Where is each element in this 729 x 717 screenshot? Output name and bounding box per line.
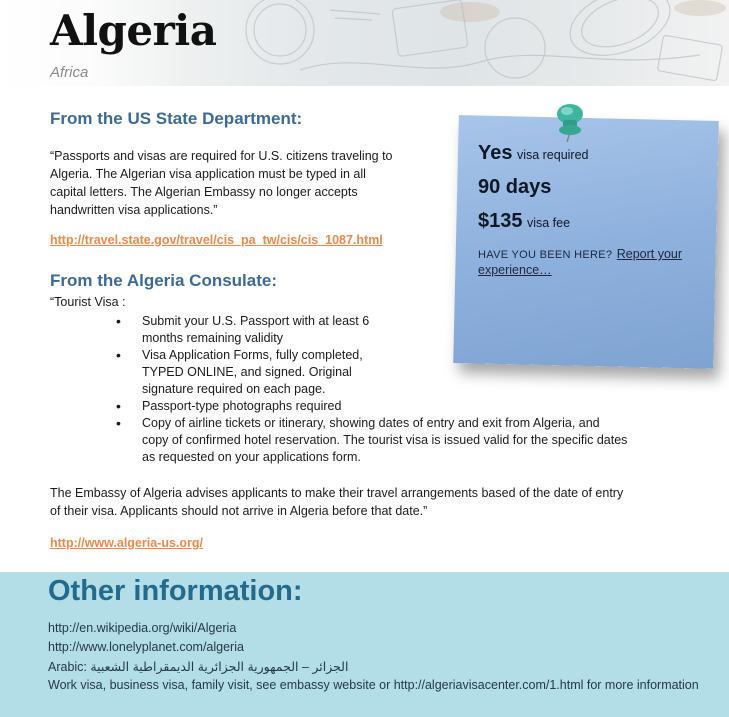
consulate-heading: From the Algeria Consulate: <box>50 271 278 290</box>
report-row <box>478 245 682 263</box>
visa-fee-row <box>478 210 570 233</box>
embassy-advice <box>50 484 710 520</box>
lonelyplanet-link[interactable]: http://www.lonelyplanet.com/algeria <box>48 640 244 654</box>
state-department-heading: From the US State Department: <box>50 109 303 128</box>
advice-line: of their visa. Applicants should not arrive in Algeria before that date.” <box>50 504 428 518</box>
arabic-name: Arabic: الجزائر – الجمهورية الجزائرية الديمقراطية الشعبية <box>48 660 349 674</box>
list-item-line: • Copy of airline tickets or itinerary, showing dates of entry and exit from Algeria, and <box>142 416 600 430</box>
list-item-line: as requested on your applications form. <box>142 450 361 464</box>
report-experience-link-cont[interactable]: experience… <box>478 263 552 277</box>
visa-status: Yes <box>478 142 513 164</box>
list-item-line: • Visa Application Forms, fully completed, <box>142 348 363 362</box>
quote-line: capital letters. The Algerian Embassy no longer accepts <box>50 185 358 199</box>
quote-line: Algeria. The Algerian visa application must be typed in all <box>50 167 366 181</box>
visa-fee-label: visa fee <box>526 216 571 230</box>
quote-line: “Passports and visas are required for U.S. citizens traveling to <box>50 149 393 163</box>
tourist-visa-intro: “Tourist Visa : <box>50 295 126 309</box>
report-experience-link[interactable]: Report your <box>616 247 683 261</box>
state-department-quote <box>50 147 430 219</box>
list-item <box>116 398 676 415</box>
page-title: Algeria <box>50 6 217 55</box>
visa-types-info: Work visa, business visa, family visit, see embassy website or http://algeriavisacenter.com/1.html for more information <box>48 678 699 692</box>
push-pin-icon <box>548 100 592 144</box>
visa-required-row <box>478 142 589 165</box>
list-item-line: copy of confirmed hotel reservation. The tourist visa is issued valid for the specific dates <box>142 433 628 447</box>
list-item-line: TYPED ONLINE, and signed. Original <box>142 365 352 379</box>
visa-fee: $135 <box>478 210 523 232</box>
visa-duration: 90 days <box>478 176 552 198</box>
quote-line: handwritten visa applications.” <box>50 203 218 217</box>
embassy-link[interactable]: http://www.algeria-us.org/ <box>50 536 204 550</box>
visit-prompt: HAVE YOU BEEN HERE? <box>478 249 613 261</box>
wikipedia-link[interactable]: http://en.wikipedia.org/wiki/Algeria <box>48 621 237 635</box>
advice-line: The Embassy of Algeria advises applicants to make their travel arrangements based of the date of entry <box>50 486 624 500</box>
list-item-line: • Passport-type photographs required <box>142 399 342 413</box>
state-department-link[interactable]: http://travel.state.gov/travel/cis_pa_tw/cis/cis_1087.html <box>50 233 383 247</box>
region-subtitle: Africa <box>50 64 89 81</box>
list-item-line: months remaining validity <box>142 331 284 345</box>
other-info-heading: Other information: <box>48 575 303 607</box>
visa-status-label: visa required <box>516 148 589 162</box>
list-item <box>116 415 676 466</box>
list-item-line: • Submit your U.S. Passport with at least 6 <box>142 314 370 328</box>
list-item-line: signature required on each page. <box>142 382 326 396</box>
